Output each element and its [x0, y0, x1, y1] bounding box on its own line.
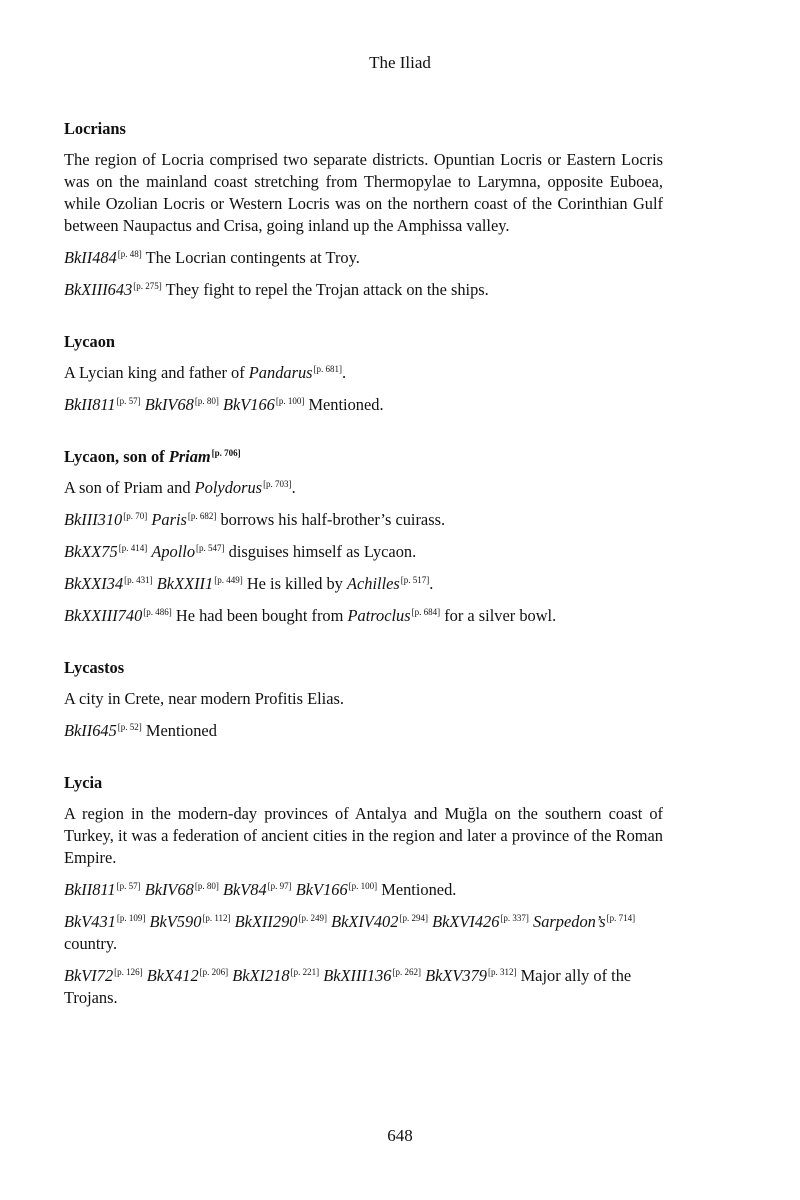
page-ref-superscript: [p. 337] [500, 913, 529, 923]
entry-reference-line [64, 911, 663, 955]
text-run: He is killed by [242, 574, 347, 593]
book-line-reference: BkXI218 [232, 966, 290, 985]
glossary-entry [64, 772, 663, 1009]
text-run: Lycaon, son of [64, 447, 169, 466]
text-run: for a silver bowl. [440, 606, 557, 625]
page-ref-superscript: [p. 57] [116, 396, 141, 406]
book-line-reference: BkXV379 [425, 966, 487, 985]
book-line-reference: BkV166 [295, 880, 348, 899]
page-ref-superscript: [p. 706] [211, 448, 241, 458]
book-line-reference: BkXXIII740 [64, 606, 143, 625]
glossary-entry [64, 446, 663, 627]
text-run: The Locrian contingents at Troy. [141, 248, 360, 267]
text-run: Major ally of the Trojans. [64, 966, 632, 1007]
book-line-reference: BkII811 [64, 395, 116, 414]
entry-reference-line [64, 720, 663, 742]
book-line-reference: BkII645 [64, 721, 117, 740]
text-run: He had been bought from [171, 606, 348, 625]
page-ref-superscript: [p. 294] [399, 913, 428, 923]
text-run: Mentioned. [304, 395, 384, 414]
entry-description [64, 149, 663, 237]
page-ref-superscript: [p. 431] [124, 575, 153, 585]
page-ref-superscript: [p. 275] [133, 281, 162, 291]
book-line-reference: BkXXI34 [64, 574, 124, 593]
page-ref-superscript: [p. 126] [114, 967, 143, 977]
page-ref-superscript: [p. 100] [348, 881, 378, 891]
book-line-reference: Achilles [346, 574, 400, 593]
entry-reference-line [64, 477, 663, 499]
text-run: Lycastos [64, 658, 125, 677]
text-run: . [291, 478, 296, 497]
text-run: Lycaon [64, 332, 116, 351]
book-line-reference: Paris [151, 510, 187, 529]
text-run: disguises himself as Lycaon. [224, 542, 417, 561]
page-ref-superscript: [p. 206] [199, 967, 229, 977]
entry-reference-line [64, 541, 663, 563]
entry-reference-line [64, 509, 663, 531]
book-line-reference: BkXXII1 [156, 574, 214, 593]
entry-heading [64, 772, 663, 794]
page-ref-superscript: [p. 262] [392, 967, 421, 977]
book-line-reference: BkIII310 [64, 510, 123, 529]
book-line-reference: BkXII290 [234, 912, 298, 931]
entry-reference-line [64, 573, 663, 595]
text-run: . [429, 574, 434, 593]
page-ref-superscript: [p. 703] [263, 479, 292, 489]
book-line-reference: BkXIV402 [331, 912, 399, 931]
entry-heading [64, 118, 663, 140]
text-run: . [342, 363, 347, 382]
page-ref-superscript: [p. 48] [117, 249, 142, 259]
entry-heading [64, 331, 663, 353]
page-ref-superscript: [p. 109] [116, 913, 146, 923]
glossary-entry [64, 657, 663, 742]
entry-reference-line [64, 279, 663, 301]
book-line-reference: BkXIII136 [323, 966, 392, 985]
text-run: Mentioned [141, 721, 217, 740]
page-ref-superscript: [p. 682] [187, 511, 217, 521]
book-line-reference: BkV166 [222, 395, 275, 414]
text-run: A city in Crete, near modern Profitis Elias. [64, 689, 344, 708]
entry-reference-line [64, 605, 663, 627]
page-ref-superscript: [p. 684] [411, 607, 441, 617]
page-ref-superscript: [p. 517] [400, 575, 430, 585]
glossary-entry [64, 331, 663, 416]
page-ref-superscript: [p. 57] [116, 881, 141, 891]
page-ref-superscript: [p. 97] [267, 881, 292, 891]
text-run: Lycia [64, 773, 103, 792]
book-line-reference: Pandarus [248, 363, 313, 382]
entry-reference-line [64, 688, 663, 710]
glossary-entry [64, 118, 663, 301]
entry-heading [64, 657, 663, 679]
page-ref-superscript: [p. 449] [214, 575, 243, 585]
book-line-reference: BkX412 [146, 966, 199, 985]
page-ref-superscript: [p. 714] [606, 913, 636, 923]
book-line-reference: BkXVI426 [432, 912, 500, 931]
text-run: A region in the modern-day provinces of Antalya and Muğla on the southern coast of Turkey, it was a federation of ancient cities in the region and later a province of the Roman Empire. [64, 804, 663, 867]
text-run: Mentioned. [377, 880, 457, 899]
page-ref-superscript: [p. 312] [488, 967, 517, 977]
book-line-reference: Patroclus [347, 606, 411, 625]
book-line-reference: BkXIII643 [64, 280, 133, 299]
page-ref-superscript: [p. 112] [202, 913, 231, 923]
book-line-reference: BkIV68 [144, 880, 194, 899]
text-run: country. [64, 934, 118, 953]
text-run: They fight to repel the Trojan attack on the ships. [161, 280, 489, 299]
page-ref-superscript: [p. 681] [313, 364, 343, 374]
page-ref-superscript: [p. 80] [194, 881, 219, 891]
page-ref-superscript: [p. 547] [196, 543, 225, 553]
text-run: The region of Locria comprised two separate districts. Opuntian Locris or Eastern Locris was on the mainland coast stretching from Thermopylae to Larymna, opposite Euboea, while Ozolian Locris or Western Locris was on the northern coast of the Corinthian Gulf between Naupactus and Crisa, going inland up the Amphissa valley. [64, 150, 663, 235]
book-line-reference: BkII484 [64, 248, 117, 267]
book-line-reference: BkVI72 [64, 966, 114, 985]
book-line-reference: BkV590 [149, 912, 202, 931]
book-line-reference: Apollo [151, 542, 196, 561]
running-header: The Iliad [369, 53, 431, 72]
text-run: Locrians [64, 119, 126, 138]
entry-reference-line [64, 965, 663, 1009]
entry-reference-line [64, 879, 663, 901]
page-ref-superscript: [p. 486] [143, 607, 172, 617]
book-line-reference: Polydorus [194, 478, 263, 497]
text-run: A Lycian king and father of [64, 363, 249, 382]
book-line-reference: BkIV68 [144, 395, 194, 414]
cross-reference-link: Priam [168, 447, 211, 466]
book-line-reference: BkV84 [222, 880, 267, 899]
glossary-content [64, 118, 663, 1019]
page-ref-superscript: [p. 249] [298, 913, 327, 923]
text-run: A son of Priam and [64, 478, 195, 497]
entry-reference-line [64, 247, 663, 269]
book-line-reference: BkXX75 [64, 542, 118, 561]
entry-description [64, 803, 663, 869]
book-line-reference: BkV431 [64, 912, 116, 931]
book-line-reference: Sarpedon’s [533, 912, 606, 931]
book-line-reference: BkII811 [64, 880, 116, 899]
page-ref-superscript: [p. 52] [117, 722, 142, 732]
entry-heading [64, 446, 663, 468]
page-ref-superscript: [p. 221] [290, 967, 320, 977]
page-ref-superscript: [p. 70] [123, 511, 148, 521]
page-number: 648 [387, 1126, 413, 1145]
entry-reference-line [64, 362, 663, 384]
page-ref-superscript: [p. 100] [275, 396, 305, 406]
text-run: borrows his half-brother’s cuirass. [216, 510, 446, 529]
page-ref-superscript: [p. 80] [194, 396, 219, 406]
entry-reference-line [64, 394, 663, 416]
page-ref-superscript: [p. 414] [118, 543, 148, 553]
